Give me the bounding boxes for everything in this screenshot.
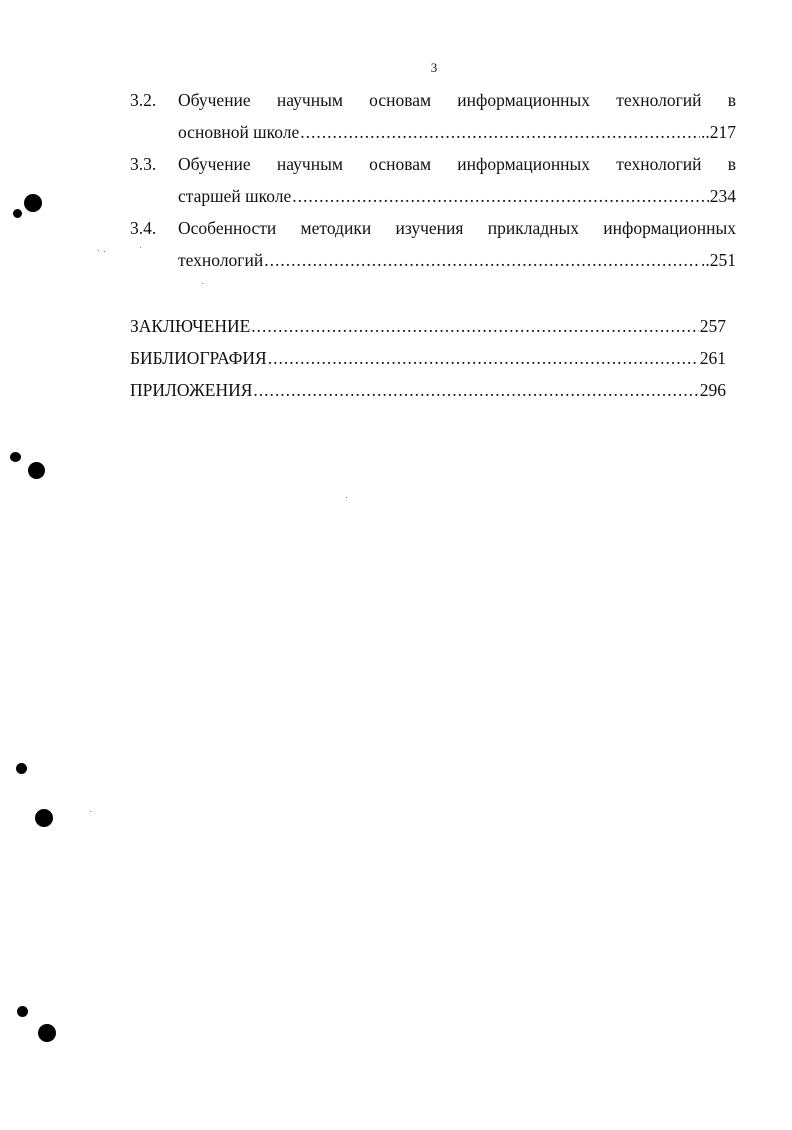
leader-dots bbox=[292, 180, 709, 212]
scan-speck bbox=[346, 497, 347, 498]
punch-hole bbox=[28, 462, 45, 479]
entry-page-ref: ..251 bbox=[701, 250, 736, 270]
leader-dots bbox=[300, 116, 700, 148]
toc-section-conclusion bbox=[130, 310, 726, 342]
section-line bbox=[130, 310, 726, 342]
entry-line2 bbox=[130, 180, 736, 212]
scan-speck bbox=[104, 251, 105, 252]
entry-line2 bbox=[130, 244, 736, 276]
scan-speck bbox=[90, 811, 91, 812]
entry-line2 bbox=[130, 116, 736, 148]
section-page-ref: 296 bbox=[699, 380, 726, 400]
entry-number: 3.4. bbox=[130, 218, 157, 238]
punch-hole bbox=[35, 809, 53, 827]
leader-dots bbox=[264, 244, 700, 276]
leader-dots bbox=[268, 342, 699, 374]
entry-title: Обучение научным основам информационных технологий в bbox=[178, 154, 736, 174]
entry-title: Обучение научным основам информационных технологий в bbox=[178, 90, 736, 110]
section-title: БИБЛИОГРАФИЯ bbox=[130, 348, 267, 368]
section-title: ЗАКЛЮЧЕНИЕ bbox=[130, 316, 251, 336]
entry-line1 bbox=[130, 212, 736, 244]
section-line bbox=[130, 374, 726, 406]
entry-page-ref: ..217 bbox=[701, 122, 736, 142]
toc-entry-3-4 bbox=[130, 212, 736, 276]
scan-speck bbox=[202, 283, 203, 284]
entry-title: Особенности методики изучения прикладных информационных bbox=[178, 218, 736, 238]
entry-page-ref: 234 bbox=[709, 186, 736, 206]
section-page-ref: 261 bbox=[699, 348, 726, 368]
entry-number: 3.3. bbox=[130, 154, 157, 174]
section-line bbox=[130, 342, 726, 374]
punch-hole bbox=[24, 194, 42, 212]
punch-hole bbox=[16, 763, 27, 774]
punch-hole bbox=[13, 209, 22, 218]
punch-hole bbox=[38, 1024, 56, 1042]
entry-number: 3.2. bbox=[130, 90, 157, 110]
toc-section-appendices bbox=[130, 374, 726, 406]
section-page-ref: 257 bbox=[699, 316, 726, 336]
toc-section-bibliography bbox=[130, 342, 726, 374]
leader-dots bbox=[251, 310, 698, 342]
toc-entry-3-3 bbox=[130, 148, 736, 212]
page-number: 3 bbox=[430, 60, 438, 75]
leader-dots bbox=[253, 374, 698, 406]
scan-speck bbox=[98, 250, 99, 251]
entry-title-continuation: технологий bbox=[178, 250, 264, 270]
entry-line1 bbox=[130, 148, 736, 180]
section-title: ПРИЛОЖЕНИЯ bbox=[130, 380, 253, 400]
punch-hole bbox=[17, 1006, 28, 1017]
entry-line1 bbox=[130, 84, 736, 116]
entry-title-continuation: основной школе bbox=[178, 122, 300, 142]
punch-hole bbox=[10, 452, 21, 462]
scan-speck bbox=[140, 247, 141, 248]
entry-title-continuation: старшей школе bbox=[178, 186, 292, 206]
toc-entry-3-2 bbox=[130, 84, 736, 148]
